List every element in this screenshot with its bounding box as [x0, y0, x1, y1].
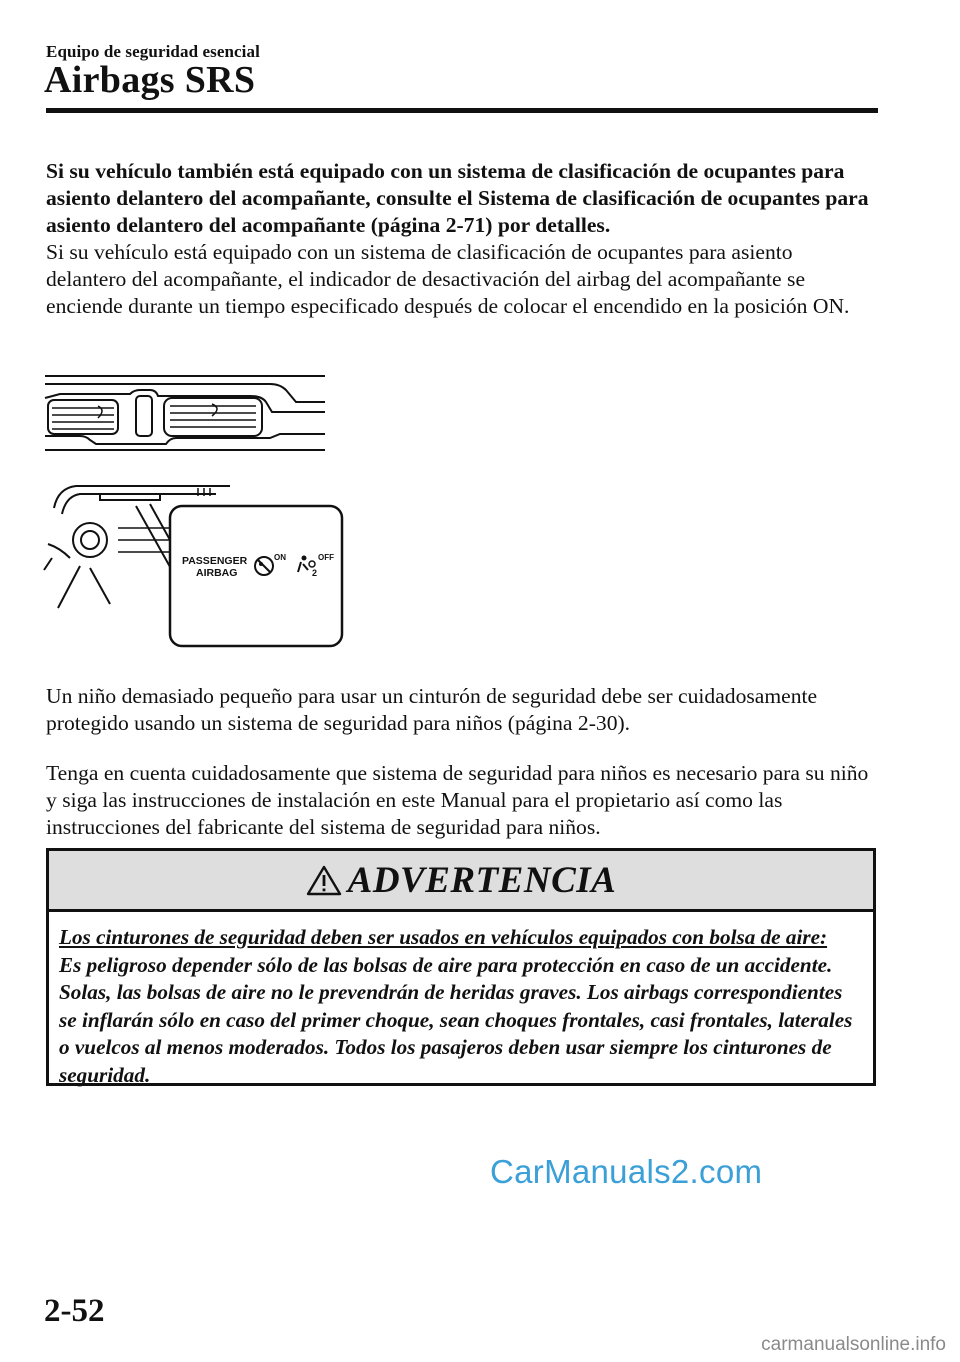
- warning-box: [46, 848, 876, 1086]
- page-number: 2-52: [44, 1293, 105, 1329]
- intro-bold-paragraph: Si su vehículo también está equipado con un sistema de clasificación de ocupantes para asiento delantero del acompañante, consulte el Sistema de clasificación de ocupantes para asiento delantero del acompañante (página 2-71) por detalles.: [46, 159, 869, 237]
- page-title: Airbags SRS: [44, 59, 256, 101]
- watermark-logo: CarManuals2.com: [490, 1153, 763, 1190]
- warning-lead: Los cinturones de seguridad deben ser usados en vehículos equipados con bolsa de aire:: [59, 925, 828, 949]
- child-size-paragraph: Un niño demasiado pequeño para usar un cinturón de seguridad debe ser cuidadosamente protegido usando un sistema de seguridad para niños (página 2-30).: [46, 684, 818, 735]
- header-rule: [46, 108, 878, 113]
- airbag-indicator-figure: [40, 368, 360, 658]
- warning-triangle-icon: [306, 864, 342, 896]
- off-number-label: 2: [312, 568, 318, 578]
- child-restraint-paragraph: Tenga en cuenta cuidadosamente que sistema de seguridad para niños es necesario para su niño y siga las instrucciones de instalación en este Manual para el propietario así como las instrucciones del fabricante del sistema de seguridad para niños.: [46, 761, 869, 839]
- warning-body: [49, 912, 873, 1089]
- warning-header: [49, 851, 873, 912]
- off-label: OFF: [318, 553, 334, 562]
- section-label: Equipo de seguridad esencial: [46, 42, 260, 61]
- warning-text: Es peligroso depender sólo de las bolsas de aire para protección en caso de un accidente. Solas, las bolsas de aire no le prevendrán de heridas graves. Los airbags correspondientes se inflarán sólo en caso del primer choque, sean choques frontales, casi frontales, laterales o vuelcos al menos moderados. Todos los pasajeros deben usar siempre los cinturones de seguridad.: [59, 952, 853, 1087]
- airbag-label: AIRBAG: [196, 567, 238, 579]
- warning-title: ADVERTENCIA: [347, 859, 617, 901]
- on-label: ON: [274, 553, 286, 562]
- passenger-label: PASSENGER: [182, 555, 248, 567]
- footer-site-text: carmanualsonline.info: [761, 1334, 946, 1355]
- intro-paragraph: Si su vehículo está equipado con un sistema de clasificación de ocupantes para asiento delantero del acompañante, el indicador de desactivación del airbag del acompañante se enciende durante un tiempo especificado después de colocar el encendido en la posición ON.: [46, 240, 850, 318]
